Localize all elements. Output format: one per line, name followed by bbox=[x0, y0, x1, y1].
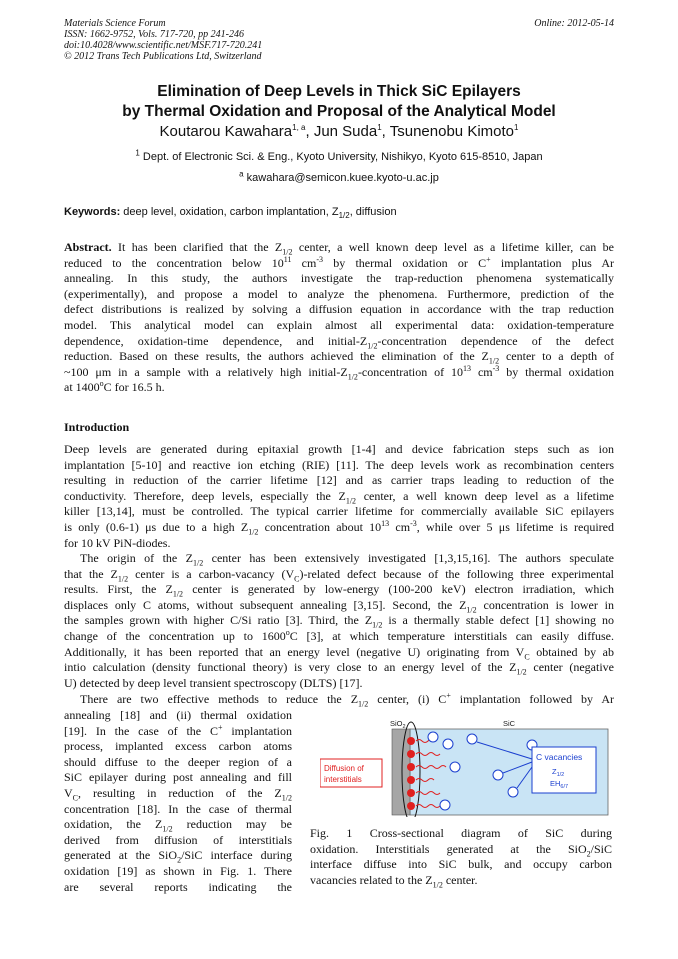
sup: -3 bbox=[492, 363, 500, 373]
text: that the Z bbox=[64, 566, 118, 581]
text: reduction may be bbox=[172, 817, 292, 832]
text: Additionally, it has been reported that an energy level (negative U) originating from V bbox=[64, 644, 525, 659]
email-marker: a bbox=[239, 169, 244, 179]
sub: 1/2 bbox=[358, 699, 369, 709]
text-line bbox=[64, 582, 614, 598]
journal-header bbox=[64, 18, 262, 62]
vacancy-circle bbox=[450, 762, 460, 772]
text-line bbox=[64, 692, 614, 708]
text: V bbox=[64, 785, 73, 800]
abstract-line bbox=[64, 365, 614, 381]
text: center, a well known deep level as a lifetime bbox=[356, 488, 615, 503]
vacancy-circle bbox=[440, 800, 450, 810]
abstract-text: dependence, oxidation-time dependence, and initial-Z bbox=[64, 333, 368, 348]
text: center has been extensively investigated [1,3,15,16]. The authors speculate bbox=[203, 551, 615, 565]
sub: 1/2 bbox=[345, 496, 357, 506]
abstract-text: at 1400 bbox=[64, 380, 100, 395]
text: is a thermally stable defect [1] showing no bbox=[382, 613, 614, 628]
abstract-line bbox=[64, 380, 614, 396]
text: center. bbox=[442, 872, 478, 887]
diffusion-label-2: interstitials bbox=[324, 775, 362, 784]
copyright: © 2012 Trans Tech Publications Ltd, Switzerland bbox=[64, 51, 262, 62]
online-date: Online: 2012-05-14 bbox=[534, 18, 614, 29]
caption-line: Fig. 1 Cross-sectional diagram of SiC during bbox=[310, 826, 612, 840]
abstract-text: center to a depth of bbox=[499, 349, 615, 364]
text-line bbox=[64, 520, 614, 536]
keywords-tail: , diffusion bbox=[349, 206, 397, 218]
text-line: Deep levels are generated during epitaxial growth [1-4] and device fabrication steps such as ion bbox=[64, 442, 614, 456]
text: center, (i) C bbox=[368, 692, 447, 706]
affiliation bbox=[0, 148, 678, 163]
text-line: annealing [18] and (ii) thermal oxidation bbox=[64, 708, 292, 722]
author-sep: , bbox=[305, 123, 314, 140]
author-3-affil: 1 bbox=[514, 123, 519, 132]
text: conductivity. Therefore, deep levels, especially the Z bbox=[64, 488, 346, 503]
vacancy-circle bbox=[493, 770, 503, 780]
interstitial-dot bbox=[407, 750, 415, 758]
text: generated at the SiO bbox=[64, 848, 178, 863]
author-sep: , bbox=[381, 123, 390, 140]
sub: 1/2 bbox=[488, 356, 500, 366]
sup: 13 bbox=[381, 518, 390, 528]
text: , while over 5 μs lifetime is required bbox=[416, 519, 614, 534]
c-vacancies-label: C vacancies bbox=[536, 752, 583, 762]
text-line bbox=[64, 489, 614, 505]
sup: 11 bbox=[283, 254, 292, 264]
sub: C bbox=[524, 651, 530, 661]
sup: o bbox=[285, 627, 290, 637]
abstract-line: (experimentally), and propose a model to analyze the phenomena. Furthermore, prediction of the bbox=[64, 286, 614, 301]
text-line: concentration [18]. In the case of thermal bbox=[64, 801, 292, 816]
author-2: Jun Suda bbox=[313, 123, 378, 140]
paper-title bbox=[0, 82, 678, 122]
sub: 1/2 bbox=[281, 793, 292, 803]
text-line: resulting in reduction of the carrier lifetime [12] and as carrier traps leading to reduction of the bbox=[64, 473, 614, 488]
abstract-text: by thermal oxidation or C bbox=[323, 255, 487, 270]
text-line: oxidation [19] as shown in Fig. 1. There bbox=[64, 863, 292, 878]
doi: doi:10.4028/www.scientific.net/MSF.717-720.241 bbox=[64, 40, 263, 51]
sub: 2 bbox=[586, 848, 591, 858]
keywords-text: deep level, oxidation, carbon implantation, Z bbox=[120, 206, 339, 218]
abstract-line: annealing. In this study, the authors investigate the trap-reduction phenomena systematically bbox=[64, 271, 614, 286]
sub: 1/2 bbox=[516, 667, 527, 677]
text-line bbox=[64, 598, 614, 614]
sub: 1/2 bbox=[466, 605, 477, 615]
email bbox=[0, 169, 678, 184]
abstract-text: reduction. Based on these results, the authors achieved the elimination of the Z bbox=[64, 349, 489, 364]
text-line: derived from diffusion of interstitials bbox=[64, 832, 292, 847]
text: oxidation. Interstitials generated at the SiO bbox=[310, 841, 587, 856]
text: results. First, the Z bbox=[64, 582, 173, 597]
sio2-label: SiO$_2$ bbox=[390, 719, 406, 730]
author-3: Tsunenobu Kimoto bbox=[389, 123, 514, 140]
z12-label: $Z_{1/2}$ bbox=[552, 767, 565, 778]
sub: 1/2 bbox=[347, 372, 358, 382]
text-line: implantation [5-10] and reactive ion etching (RIE) [11]. The deep levels work as recombination centers bbox=[64, 457, 614, 472]
text-line: SiC epilayer during post annealing and fill bbox=[64, 770, 292, 785]
title-line-1: Elimination of Deep Levels in Thick SiC Epilayers bbox=[157, 83, 521, 100]
abstract-text: cm bbox=[291, 255, 317, 270]
abstract-text: cm bbox=[471, 364, 493, 379]
caption-line: interface diffuse into SiC bulk, and occupy carbon bbox=[310, 857, 612, 872]
sub: 1/2 bbox=[162, 824, 173, 834]
sub: 1/2 bbox=[248, 527, 259, 537]
abstract-line bbox=[64, 240, 614, 256]
text-line bbox=[64, 567, 614, 583]
text-line bbox=[64, 660, 614, 676]
sub: C bbox=[294, 573, 300, 583]
intro-paragraph-3-left-column bbox=[64, 708, 292, 895]
interstitial-dot bbox=[407, 737, 415, 745]
abstract-text: reduced to the concentration below 10 bbox=[64, 255, 284, 270]
title-line-2: by Thermal Oxidation and Proposal of the Analytical Model bbox=[122, 103, 556, 120]
sub: C bbox=[72, 793, 79, 803]
interstitial-dot bbox=[407, 789, 415, 797]
text-line bbox=[64, 613, 614, 629]
caption-line bbox=[310, 842, 612, 858]
abstract-text: -concentration dependence of the defect bbox=[377, 333, 614, 348]
vacancy-circle bbox=[428, 732, 438, 742]
sup: 13 bbox=[463, 363, 472, 373]
figure-1-caption bbox=[310, 826, 612, 888]
text: implantation followed by Ar bbox=[450, 692, 614, 706]
text-line bbox=[64, 786, 292, 802]
sup: -3 bbox=[410, 518, 417, 528]
keywords-label: Keywords: bbox=[64, 206, 121, 218]
sub: 1/2 bbox=[172, 589, 184, 599]
text: obtained by ab bbox=[529, 644, 614, 659]
text: C [3], at which temperature interstitials can easily diffuse. bbox=[289, 628, 614, 643]
text: the samples grown with higher C/Si ratio [3]. Third, the Z bbox=[64, 613, 373, 628]
text: oxidation, the Z bbox=[64, 817, 163, 832]
text-line: U) detected by deep level transient spectroscopy (DLTS) [17]. bbox=[64, 675, 363, 690]
abstract-line bbox=[64, 256, 614, 272]
diffusion-label-1: Diffusion of bbox=[324, 764, 364, 773]
text: center is a carbon-vacancy (V bbox=[128, 566, 295, 581]
vacancy-circle bbox=[443, 739, 453, 749]
text: cm bbox=[389, 519, 411, 534]
text: implantation bbox=[222, 723, 292, 738]
figure-1-diagram bbox=[320, 717, 610, 817]
text: /SiC interface during bbox=[181, 848, 292, 863]
sub: 2 bbox=[177, 855, 182, 865]
text-line: are several reports indicating the bbox=[64, 879, 292, 894]
abstract-text: -concentration of 10 bbox=[357, 364, 464, 379]
affiliation-marker: 1 bbox=[135, 148, 140, 158]
text: vacancies related to the Z bbox=[310, 872, 433, 887]
figure-1 bbox=[320, 717, 610, 817]
keywords-sub: 1/2 bbox=[338, 211, 350, 221]
abstract bbox=[64, 240, 614, 396]
text: displaces only C atoms, without subsequent annealing [3,15]. Second, the Z bbox=[64, 597, 467, 612]
abstract-label: Abstract. bbox=[64, 240, 112, 254]
text: concentration is lower in bbox=[476, 597, 615, 612]
interstitial-dot bbox=[407, 776, 415, 784]
abstract-text: by thermal oxidation bbox=[499, 364, 614, 379]
vacancy-circle bbox=[467, 734, 477, 744]
text-line bbox=[64, 629, 614, 645]
abstract-line bbox=[64, 349, 614, 365]
section-heading-introduction: Introduction bbox=[64, 420, 130, 434]
text: The origin of the Z bbox=[80, 551, 193, 565]
abstract-text: ~100 μm in a sample with a relatively high initial-Z bbox=[64, 364, 348, 379]
text-line: should diffuse to the deeper region of a bbox=[64, 754, 292, 769]
sup: o bbox=[99, 379, 104, 389]
abstract-line bbox=[64, 334, 614, 350]
text: , resulting in reduction of the Z bbox=[78, 785, 282, 800]
sub: 1/2 bbox=[117, 573, 129, 583]
author-1: Koutarou Kawahara bbox=[159, 123, 293, 140]
text-line bbox=[64, 817, 292, 833]
email-text[interactable]: kawahara@semicon.kuee.kyoto-u.ac.jp bbox=[243, 172, 439, 184]
text: There are two effective methods to reduce the Z bbox=[80, 692, 359, 706]
text-line bbox=[64, 848, 292, 864]
text-line: killer [13,14], must be controlled. The typical carrier lifetime for commercially available SiC epilayers bbox=[64, 504, 614, 519]
text: is only (0.6-1) μs due to a high Z bbox=[64, 519, 249, 534]
abstract-line: defect distributions is realized by solving a diffusion equation in accordance with the trap reduction bbox=[64, 302, 614, 317]
abstract-text: center, a well known deep level as a lifetime killer, can be bbox=[292, 240, 614, 254]
sic-label: SiC bbox=[503, 719, 516, 728]
text-line: for 10 kV PiN-diodes. bbox=[64, 535, 171, 550]
abstract-text: implantation plus Ar bbox=[490, 255, 614, 270]
abstract-line: model. This analytical model can explain almost all experimental data: oxidation-temperature bbox=[64, 317, 614, 332]
text-line bbox=[64, 724, 292, 740]
intro-paragraph-2 bbox=[64, 551, 614, 691]
sub: 1/2 bbox=[432, 880, 443, 890]
intro-paragraph-1 bbox=[64, 442, 614, 551]
caption-line bbox=[310, 873, 612, 889]
author-1-affil: 1, a bbox=[292, 123, 306, 132]
sup: + bbox=[486, 254, 491, 264]
interstitial-dot bbox=[407, 802, 415, 810]
text-line bbox=[64, 551, 614, 567]
sup: + bbox=[217, 722, 223, 732]
interstitial-dot bbox=[407, 763, 415, 771]
journal-name: Materials Science Forum bbox=[64, 18, 166, 29]
text: intio calculation (density functional theory) is very close to an energy level of the Z bbox=[64, 660, 517, 675]
abstract-text: It has been clarified that the Z bbox=[111, 240, 283, 254]
text: /SiC bbox=[590, 841, 612, 856]
text: center (negative bbox=[526, 660, 614, 675]
abstract-text: C for 16.5 h. bbox=[103, 380, 165, 395]
eh67-label: $EH_{6/7}$ bbox=[550, 779, 569, 790]
text: )-related defect because of the following three experimental bbox=[299, 566, 615, 581]
text: change of the concentration up to 1600 bbox=[64, 628, 286, 643]
keywords bbox=[64, 206, 397, 221]
sub: 1/2 bbox=[282, 247, 293, 257]
text: concentration about 10 bbox=[258, 519, 382, 534]
intro-paragraph-3-first-line bbox=[64, 692, 614, 708]
vacancy-circle bbox=[508, 787, 518, 797]
sup: -3 bbox=[316, 254, 323, 264]
text-line: process, implanted excess carbon atoms bbox=[64, 739, 292, 754]
affiliation-text: Dept. of Electronic Sci. & Eng., Kyoto University, Nishikyo, Kyoto 615-8510, Japan bbox=[139, 151, 543, 163]
sub: 1/2 bbox=[372, 620, 383, 630]
text-line bbox=[64, 645, 614, 661]
sup: + bbox=[446, 691, 451, 700]
sub: 1/2 bbox=[193, 558, 204, 568]
issn: ISSN: 1662-9752, Vols. 717-720, pp 241-246 bbox=[64, 29, 244, 40]
authors bbox=[0, 123, 678, 140]
author-2-affil: 1 bbox=[377, 123, 382, 132]
text: center is generated by low-energy (100-200 keV) electron irradiation, which bbox=[183, 582, 615, 597]
sub: 1/2 bbox=[367, 340, 378, 350]
text: [19]. In the case of the C bbox=[64, 723, 218, 738]
